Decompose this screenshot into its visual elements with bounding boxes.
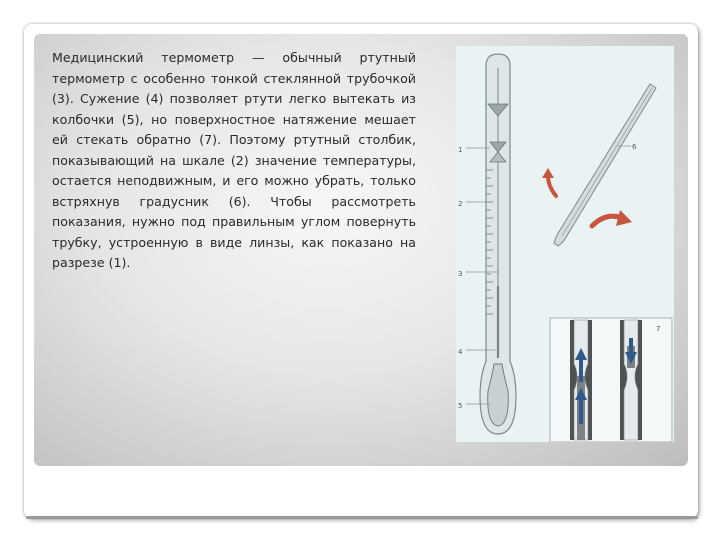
label-6: 6 (632, 143, 637, 151)
label-3: 3 (458, 270, 463, 278)
label-4: 4 (458, 348, 463, 356)
thermometer-tube (480, 54, 516, 434)
label-1: 1 (458, 146, 463, 154)
label-2: 2 (458, 200, 463, 208)
slide-body-text: Медицинский термометр — обычный ртутный термометр с особенно тонкой стеклянной трубочкой (3). Сужение (4) позволяет ртути легко вытекать из колбочки (5), но поверхностное натяжение мешает ей стекать обратно (7). Поэтому ртутный столбик, показывающий на шкале (2) значение температуры, остается неподвижным, и его можно убрать, только встряхнув градусник (6). Чтобы рассмотреть показания, нужно под правильным углом повернуть трубку, устроенную в виде линзы, как показано на разрезе (1). (52, 50, 416, 270)
tilted-thermometer (554, 84, 656, 246)
shake-arrow-up-icon (542, 168, 556, 196)
thermometer-illustration (456, 46, 674, 442)
label-5: 5 (458, 402, 463, 410)
frame-bottom-accent (26, 516, 698, 519)
constriction-inset (550, 318, 672, 442)
shake-arrow-down-icon (592, 210, 632, 226)
label-7: 7 (656, 325, 661, 333)
